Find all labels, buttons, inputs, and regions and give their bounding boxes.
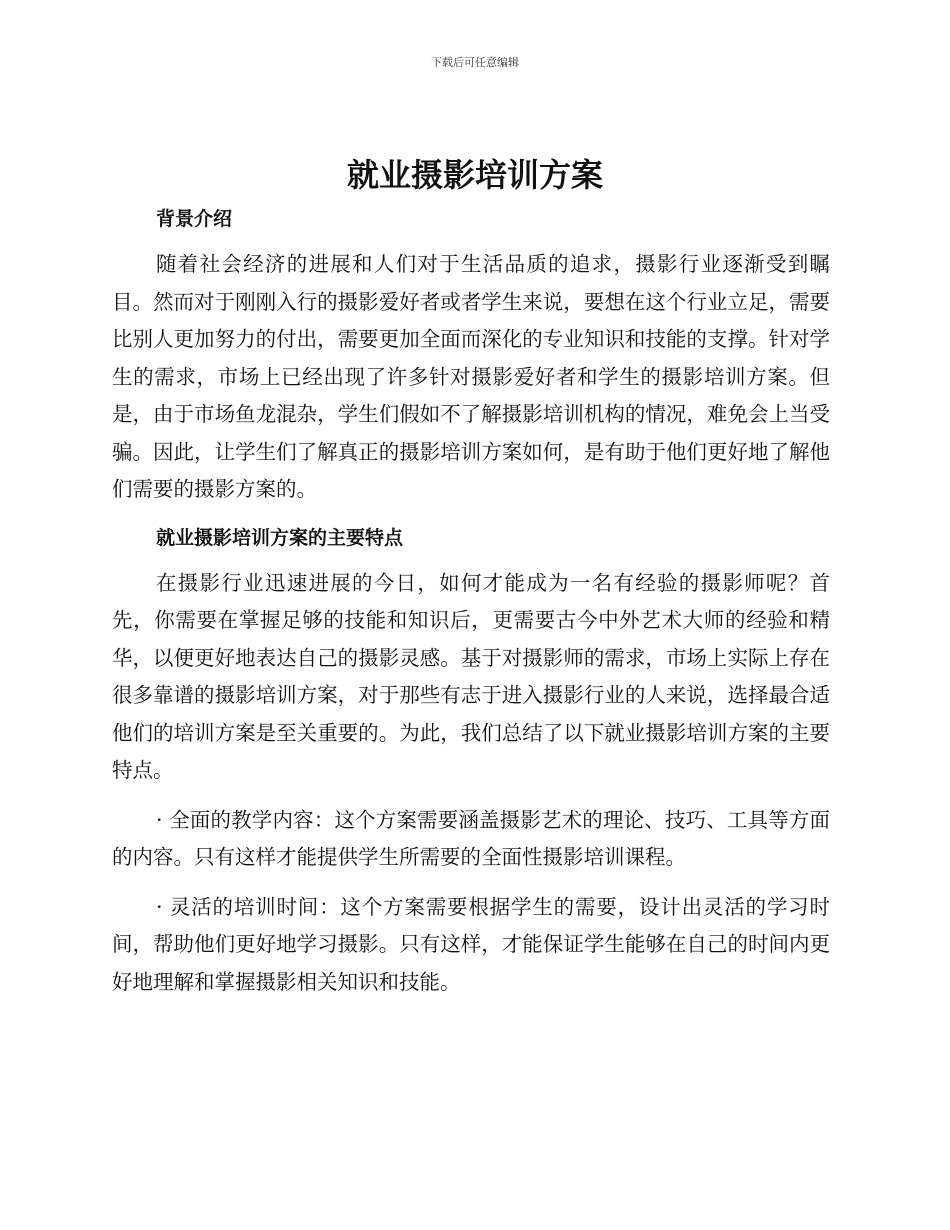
- document-title: 就业摄影培训方案: [346, 156, 603, 194]
- paragraph-features-intro: 在摄影行业迅速进展的今日，如何才能成为一名有经验的摄影师呢？首先，你需要在掌握足够的技能和知识后，更需要古今中外艺术大师的经验和精华，以便更好地表达自己的摄影灵感。基于对摄影师的需求，市场上实际上存在很多靠谱的摄影培训方案，对于那些有志于进入摄影行业的人来说，选择最合适他们的培训方案是至关重要的。为此，我们总结了以下就业摄影培训方案的主要特点。: [112, 570, 830, 782]
- paragraph-background: 随着社会经济的进展和人们对于生活品质的追求，摄影行业逐渐受到瞩目。然而对于刚刚入行的摄影爱好者或者学生来说，要想在这个行业立足，需要比别人更加努力的付出，需要更加全面而深化的专业知识和技能的支撑。针对学生的需求，市场上已经出现了许多针对摄影爱好者和学生的摄影培训方案。但是，由于市场鱼龙混杂，学生们假如不了解摄影培训机构的情况，难免会上当受骗。因此，让学生们了解真正的摄影培训方案如何，是有助于他们更好地了解他们需要的摄影方案的。: [112, 252, 830, 501]
- document-body: [112, 202, 830, 1013]
- section-heading-features: 就业摄影培训方案的主要特点: [156, 526, 404, 549]
- section-heading-background: 背景介绍: [156, 208, 233, 230]
- bullet-item-teaching-content: · 全面的教学内容：这个方案需要涵盖摄影艺术的理论、技巧、工具等方面的内容。只有这样才能提供学生所需要的全面性摄影培训课程。: [112, 807, 830, 869]
- bullet-item-training-time: · 灵活的培训时间：这个方案需要根据学生的需要，设计出灵活的学习时间，帮助他们更好地学习摄影。只有这样，才能保证学生能够在自己的时间内更好地理解和掌握摄影相关知识和技能。: [112, 894, 830, 994]
- header-note: 下载后可任意编辑: [431, 56, 519, 69]
